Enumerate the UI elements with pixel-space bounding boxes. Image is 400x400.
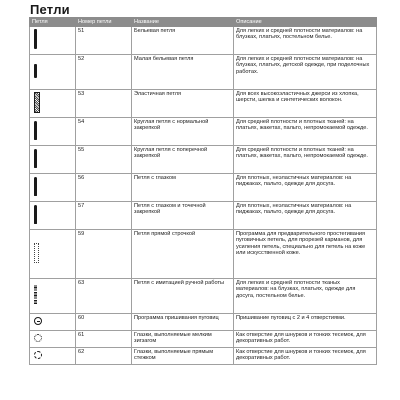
eyelet-zigzag-icon (34, 334, 42, 342)
row-description: Для легких и средней плотности тканых материалов: на блузках, платьях, одежде для досуга, постельном белье. (234, 279, 377, 314)
row-name: Петля с глазком и точечной закрепкой (132, 202, 234, 230)
row-icon-cell (30, 118, 76, 146)
buttonhole-round-icon (34, 121, 37, 140)
row-description: Для легких и средней плотности материалов: на блузках, платьях, постельном белье. (234, 27, 377, 55)
table-row (30, 174, 377, 202)
buttonhole-round-cross-icon (34, 149, 37, 168)
row-description: Программа для предварительного простегивания пуговичных петель, для прорезей карманов, для усиления петель, специально для петель на коже или искусственной коже. (234, 230, 377, 279)
buttonhole-solid-icon (34, 29, 37, 49)
table-row (30, 314, 377, 331)
row-number: 63 (76, 279, 132, 314)
row-icon-cell (30, 146, 76, 174)
row-name: Глазки, выполняемые мелким зигзагом (132, 331, 234, 348)
row-description: Для средней плотности и плотных тканей: на платьях, жакетах, пальто, непромокаемой одежде. (234, 146, 377, 174)
row-icon-cell (30, 55, 76, 90)
header-description: Описание (234, 18, 377, 27)
row-number: 59 (76, 230, 132, 279)
header-name: Название (132, 18, 234, 27)
row-description: Как отверстие для шнурков и тонких тесемок, для декоративных работ. (234, 331, 377, 348)
row-name: Петля с глазком (132, 174, 234, 202)
row-name: Петля прямой строчкой (132, 230, 234, 279)
eyelet-straight-icon (34, 351, 42, 359)
header-icon: Петля (30, 18, 76, 27)
row-number: 53 (76, 90, 132, 118)
row-icon-cell (30, 331, 76, 348)
row-description: Как отверстие для шнурков и тонких тесемок, для декоративных работ. (234, 348, 377, 365)
row-icon-cell (30, 230, 76, 279)
buttonhole-table (29, 17, 377, 365)
buttonhole-keyhole-icon (34, 177, 37, 196)
row-icon-cell (30, 348, 76, 365)
row-name: Бельевая петля (132, 27, 234, 55)
row-number: 56 (76, 174, 132, 202)
row-icon-cell (30, 27, 76, 55)
row-number: 62 (76, 348, 132, 365)
row-number: 57 (76, 202, 132, 230)
table-row (30, 146, 377, 174)
row-description: Для всех высокоэластичных джерси из хлопка, шерсти, шелка и синтетических волокон. (234, 90, 377, 118)
buttonhole-small-icon (34, 64, 37, 78)
row-icon-cell (30, 202, 76, 230)
row-number: 54 (76, 118, 132, 146)
header-number: Номер петли (76, 18, 132, 27)
row-number: 55 (76, 146, 132, 174)
row-number: 60 (76, 314, 132, 331)
table-row (30, 55, 377, 90)
buttonhole-stretch-icon (34, 92, 40, 113)
table-row (30, 331, 377, 348)
table-row (30, 202, 377, 230)
table-row (30, 90, 377, 118)
row-number: 52 (76, 55, 132, 90)
row-icon-cell (30, 174, 76, 202)
row-name: Глазки, выполняемые прямым стежком (132, 348, 234, 365)
table-row (30, 118, 377, 146)
row-name: Эластичная петля (132, 90, 234, 118)
table-row (30, 230, 377, 279)
row-description: Для средней плотности и плотных тканей: на платьях, жакетах, пальто, непромокаемой одежде. (234, 118, 377, 146)
row-name: Программа пришивания пуговиц (132, 314, 234, 331)
buttonhole-handlook-icon (34, 285, 37, 304)
row-description: Для плотных, неэластичных материалов: на пиджаках, пальто, одежде для досуга. (234, 174, 377, 202)
row-icon-cell (30, 90, 76, 118)
row-name: Петля с имитацией ручной работы (132, 279, 234, 314)
row-name: Круглая петля с поперечной закрепкой (132, 146, 234, 174)
row-icon-cell (30, 279, 76, 314)
table-row (30, 348, 377, 365)
row-name: Круглая петля с нормальной закрепкой (132, 118, 234, 146)
table-row (30, 279, 377, 314)
page-title: Петли (30, 2, 70, 17)
row-description: Пришивание пуговиц с 2 и 4 отверстиями. (234, 314, 377, 331)
table-row (30, 27, 377, 55)
row-description: Для плотных, неэластичных материалов: на пиджаках, пальто, одежде для досуга. (234, 202, 377, 230)
table-header-row (30, 18, 377, 27)
row-number: 61 (76, 331, 132, 348)
row-name: Малая бельевая петля (132, 55, 234, 90)
row-number: 51 (76, 27, 132, 55)
button-sew-icon (34, 317, 42, 325)
buttonhole-straight-icon (34, 243, 39, 263)
row-description: Для легких и средней плотности материалов: на блузках, платьях, детской одежде, при поделочных работах. (234, 55, 377, 90)
buttonhole-keyhole-point-icon (34, 205, 37, 224)
row-icon-cell (30, 314, 76, 331)
